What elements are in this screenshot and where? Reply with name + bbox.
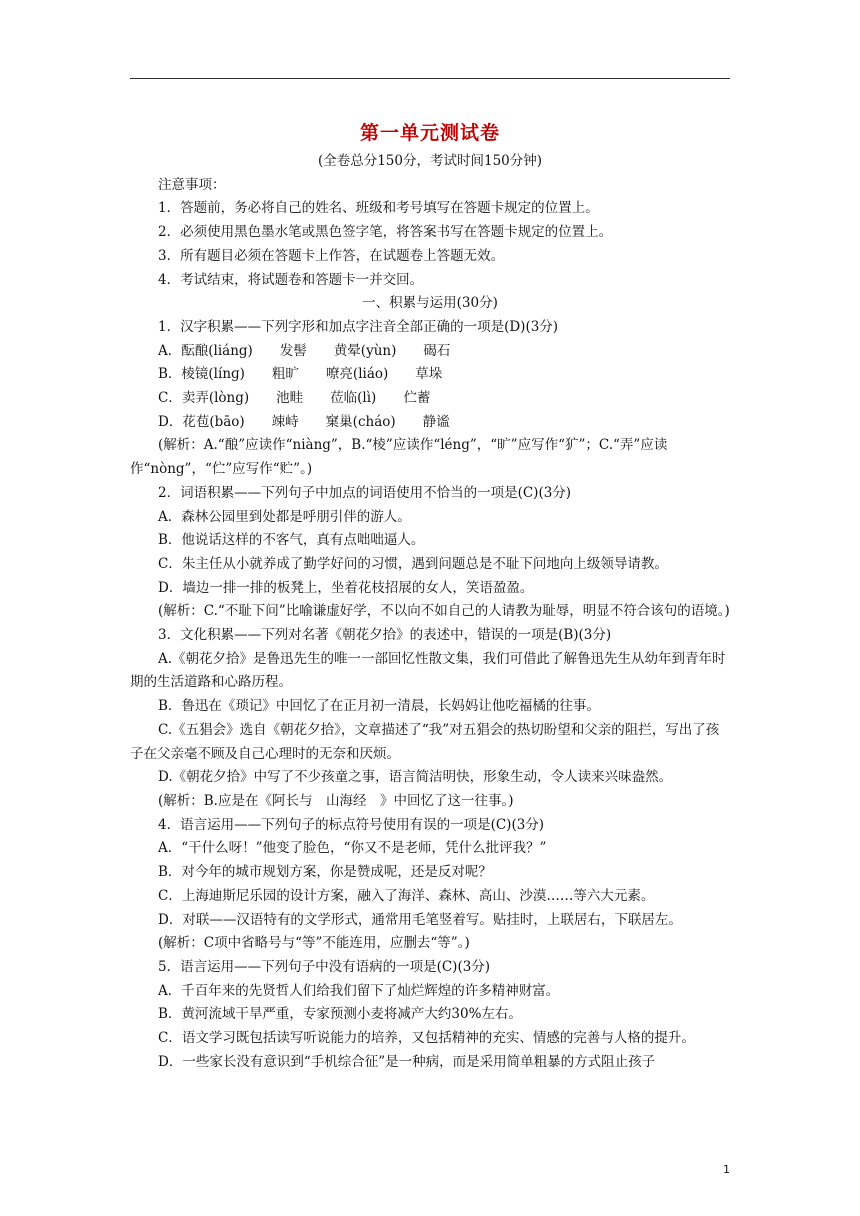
question-option: A．森林公园里到处都是呼朋引伴的游人。 [158,508,411,525]
section-heading: 一、积累与运用(30分) [362,295,498,312]
page-number: 1 [723,1163,730,1176]
question-option: A．酝酿(liáng) 发髻 黄晕(yùn) 碣石 [158,342,451,359]
question-stem: 5．语言运用——下列句子中没有语病的一项是(C)(3分) [158,958,491,975]
question-option: A．千百年来的先贤哲人们给我们留下了灿烂辉煌的许多精神财富。 [158,982,560,999]
question-option: B．棱镜(línɡ) 粗旷 嘹亮(liáo) 草垛 [158,366,443,383]
question-analysis: (解析：C.“不耻下问”比喻谦虚好学，不以向不如自己的人请教为耻辱，明显不符合该句的语境。) [158,603,730,620]
question-option: D．一些家长没有意识到“手机综合征”是一种病，而是采用简单粗暴的方式阻止孩子 [158,1053,656,1070]
note-item: 1．答题前，务必将自己的姓名、班级和考号填写在答题卡规定的位置上。 [158,200,599,217]
note-item: 4．考试结束，将试题卷和答题卡一并交回。 [158,271,424,288]
note-item: 3．所有题目必须在答题卡上作答，在试题卷上答题无效。 [158,247,505,264]
question-analysis: (解析：B.应是在《阿长与 山海经 》中回忆了这一往事。) [158,792,514,809]
question-option: B．他说话这样的不客气，真有点咄咄逼人。 [158,532,425,549]
question-option: C．朱主任从小就养成了勤学好问的习惯，遇到问题总是不耻下问地向上级领导请教。 [158,555,668,572]
question-option: D.《朝花夕拾》中写了不少孩童之事，语言简洁明快，形象生动，令人读来兴味盎然。 [158,769,673,786]
question-option: D．墙边一排一排的板凳上，坐着花枝招展的女人，笑语盈盈。 [158,579,534,596]
question-option: D．对联——汉语特有的文学形式，通常用毛笔竖着写。贴挂时，上联居右，下联居左。 [158,911,682,928]
note-item: 2．必须使用黑色墨水笔或黑色签字笔，将答案书写在答题卡规定的位置上。 [158,224,613,241]
question-option: A.《朝花夕拾》是鲁迅先生的唯一一部回忆性散文集，我们可借此了解鲁迅先生从幼年到青年时期的生活道路和心路历程。 [130,650,726,691]
question-option: B．鲁迅在《琐记》中回忆了在正月初一清晨，长妈妈让他吃福橘的往事。 [158,698,600,715]
question-option: B．黄河流域干旱严重，专家预测小麦将减产大约30%左右。 [158,1006,522,1023]
question-option: C．卖弄(lòng) 池畦 莅临(lì) 伫蓄 [158,390,431,407]
header-rule [130,78,730,79]
question-option: D．花苞(bāo) 竦峙 窠巢(cháo) 静谧 [158,413,450,430]
question-option: C．语文学习既包括读写听说能力的培养，又包括精神的充实、情感的完善与人格的提升。 [158,1030,695,1047]
notes-heading: 注意事项： [158,176,226,193]
question-stem: 3．文化积累——下列对名著《朝花夕拾》的表述中，错误的一项是(B)(3分) [158,627,612,644]
question-option: A．“干什么呀！”他变了脸色，“你又不是老师，凭什么批评我？” [158,840,547,857]
question-option: C.《五猖会》选自《朝花夕拾》，文章描述了“我”对五猖会的热切盼望和父亲的阻拦，写出了孩子在父亲毫不顾及自己心理时的无奈和厌烦。 [130,721,720,762]
question-analysis: (解析：A.“酿”应读作“niàng”，B.“棱”应读作“léng”，“旷”应写作“犷”；C.“弄”应读作“nòng”，“伫”应写作“贮”。) [130,437,668,478]
question-option: B．对今年的城市规划方案，你是赞成呢，还是反对呢？ [158,864,492,881]
question-stem: 2．词语积累——下列句子中加点的词语使用不恰当的一项是(C)(3分) [158,484,572,501]
question-option: C．上海迪斯尼乐园的设计方案，融入了海洋、森林、高山、沙漠……等六大元素。 [158,887,655,904]
page-title: 第一单元测试卷 [359,122,500,144]
question-stem: 4．语言运用——下列句子的标点符号使用有误的一项是(C)(3分) [158,816,545,833]
document-body [130,150,730,1074]
question-stem: 1．汉字积累——下列字形和加点字注音全部正确的一项是(D)(3分) [158,318,559,335]
question-analysis: (解析：C项中省略号与“等”不能连用，应删去“等”。) [158,935,470,952]
subtitle: (全卷总分150分，考试时间150分钟) [317,153,543,169]
